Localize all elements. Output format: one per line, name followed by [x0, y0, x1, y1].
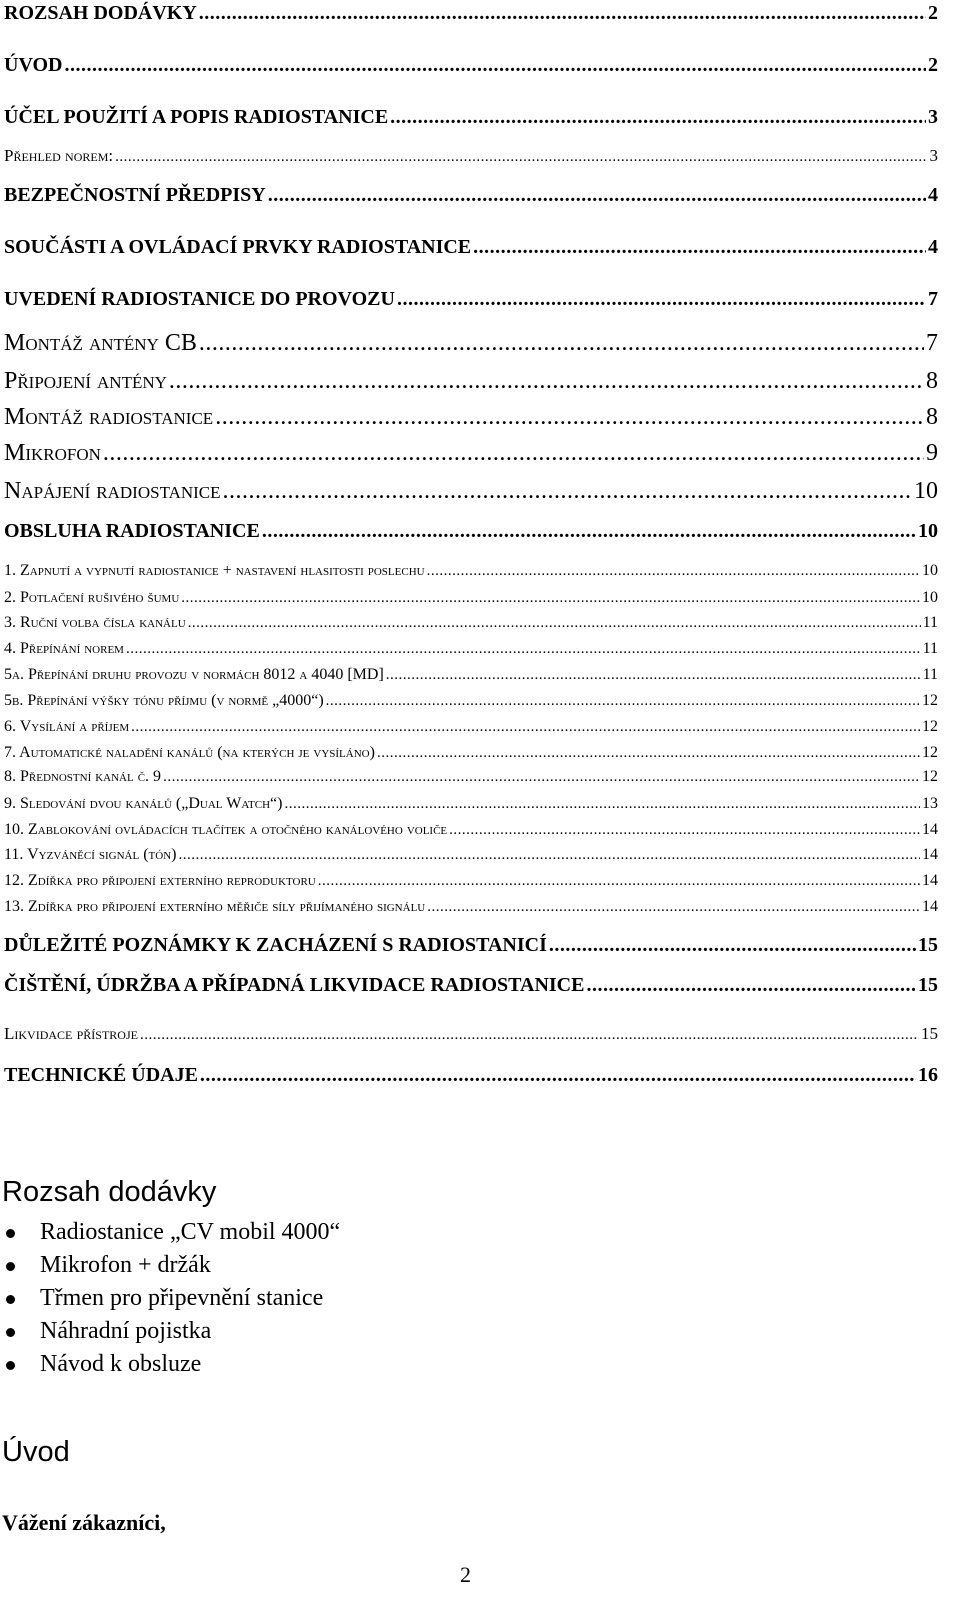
- toc-entry-title: 9. Sledování dvou kanálů („Dual Watch“): [4, 795, 283, 812]
- toc-leader-dots: [427, 899, 920, 916]
- toc-entry-page: 7: [928, 288, 938, 310]
- toc-entry[interactable]: [4, 744, 938, 762]
- toc-leader-dots: [377, 745, 920, 762]
- toc-leader-dots: [178, 847, 920, 864]
- toc-leader-dots: [386, 667, 921, 684]
- toc-entry[interactable]: [4, 692, 938, 710]
- toc-entry-page: 12: [922, 692, 938, 709]
- toc-entry-title: Napájení radiostanice: [4, 478, 221, 504]
- toc-entry-title: 6. Vysílání a příjem: [4, 718, 130, 735]
- toc-entry[interactable]: [4, 640, 938, 658]
- toc-entry[interactable]: [4, 562, 938, 580]
- list-item: Radiostanice „CV mobil 4000“: [0, 1216, 340, 1249]
- toc-entry[interactable]: [4, 846, 938, 864]
- toc-entry-page: 10: [922, 589, 938, 606]
- toc-leader-dots: [262, 520, 916, 543]
- toc-entry-title: UVEDENÍ RADIOSTANICE DO PROVOZU: [4, 288, 395, 310]
- toc-entry-title: 11. Vyzváněcí signál (tón): [4, 846, 177, 863]
- toc-entry[interactable]: [4, 368, 938, 395]
- section-heading-rozsah: Rozsah dodávky: [2, 1176, 217, 1208]
- toc-entry-page: 10: [922, 562, 938, 579]
- toc-leader-dots: [199, 330, 924, 357]
- toc-entry[interactable]: [4, 768, 938, 786]
- toc-entry[interactable]: [4, 666, 938, 684]
- toc-leader-dots: [200, 1064, 916, 1087]
- toc-entry-title: Mikrofon: [4, 440, 101, 466]
- toc-entry-page: 7: [926, 330, 938, 356]
- toc-entry-page: 14: [922, 821, 938, 838]
- toc-entry[interactable]: [4, 106, 938, 129]
- section-heading-uvod: Úvod: [2, 1436, 70, 1468]
- toc-entry[interactable]: [4, 404, 938, 431]
- toc-entry[interactable]: [4, 146, 938, 166]
- toc-leader-dots: [326, 693, 920, 710]
- toc-entry-title: BEZPEČNOSTNÍ PŘEDPISY: [4, 184, 266, 206]
- toc-entry-title: 13. Zdířka pro připojení externího měřiče síly přijímaného signálu: [4, 898, 426, 915]
- toc-entry[interactable]: [4, 440, 938, 467]
- toc-entry-page: 10: [914, 478, 938, 504]
- toc-entry-page: 11: [922, 666, 938, 683]
- toc-leader-dots: [103, 440, 924, 467]
- toc-entry-title: 2. Potlačení rušivého šumu: [4, 589, 180, 606]
- toc-entry-page: 14: [922, 898, 938, 915]
- toc-leader-dots: [188, 615, 921, 632]
- toc-entry-page: 14: [922, 872, 938, 889]
- toc-leader-dots: [115, 149, 927, 166]
- toc-entry-page: 11: [922, 640, 938, 657]
- toc-entry[interactable]: [4, 898, 938, 916]
- page-number: 2: [460, 1562, 471, 1587]
- toc-entry-title: ÚVOD: [4, 54, 63, 76]
- toc-leader-dots: [473, 236, 926, 259]
- toc-entry-page: 16: [918, 1064, 938, 1086]
- toc-leader-dots: [449, 822, 920, 839]
- toc-entry[interactable]: [4, 934, 938, 957]
- toc-entry-title: 10. Zablokování ovládacích tlačítek a otočného kanálového voliče: [4, 821, 448, 838]
- list-item: Návod k obsluze: [0, 1348, 340, 1381]
- toc-entry-page: 2: [928, 2, 938, 24]
- toc-entry-page: 2: [928, 54, 938, 76]
- toc-leader-dots: [65, 54, 927, 77]
- toc-entry[interactable]: [4, 718, 938, 736]
- toc-entry[interactable]: [4, 589, 938, 607]
- list-item: Mikrofon + držák: [0, 1249, 340, 1282]
- toc-entry[interactable]: [4, 872, 938, 890]
- bullet-icon: [6, 1229, 15, 1238]
- toc-entry[interactable]: [4, 184, 938, 207]
- toc-entry-title: 5a. Přepínání druhu provozu v normách 8012 a 4040 [MD]: [4, 666, 384, 683]
- toc-leader-dots: [126, 641, 921, 658]
- toc-leader-dots: [199, 2, 926, 25]
- list-item: Třmen pro připevnění stanice: [0, 1282, 340, 1315]
- toc-entry-title: DŮLEŽITÉ POZNÁMKY K ZACHÁZENÍ S RADIOSTANICÍ: [4, 934, 547, 956]
- toc-leader-dots: [427, 563, 920, 580]
- toc-entry-title: ÚČEL POUŽITÍ A POPIS RADIOSTANICE: [4, 106, 389, 128]
- toc-leader-dots: [215, 404, 924, 431]
- toc-leader-dots: [318, 873, 920, 890]
- toc-entry-title: ROZSAH DODÁVKY: [4, 2, 197, 24]
- toc-leader-dots: [390, 106, 926, 129]
- toc-entry-page: 11: [922, 614, 938, 631]
- toc-entry[interactable]: [4, 974, 938, 997]
- toc-entry[interactable]: [4, 1064, 938, 1087]
- toc-leader-dots: [163, 769, 920, 786]
- toc-entry-title: 5b. Přepínání výšky tónu příjmu (v normě „4000“): [4, 692, 324, 709]
- toc-entry-title: Montáž antény CB: [4, 330, 197, 356]
- toc-entry[interactable]: [4, 236, 938, 259]
- toc-entry-title: Likvidace přístroje: [4, 1024, 138, 1043]
- toc-leader-dots: [549, 934, 916, 957]
- toc-entry-page: 10: [918, 520, 938, 542]
- toc-entry-page: 9: [926, 440, 938, 466]
- toc-entry-title: SOUČÁSTI A OVLÁDACÍ PRVKY RADIOSTANICE: [4, 236, 472, 258]
- toc-entry-title: Připojení antény: [4, 368, 167, 394]
- toc-entry-page: 4: [928, 184, 938, 206]
- toc-leader-dots: [131, 719, 920, 736]
- toc-leader-dots: [223, 478, 912, 505]
- toc-entry-page: 13: [922, 795, 938, 812]
- toc-entry-page: 12: [922, 744, 938, 761]
- toc-entry-title: Přehled norem:: [4, 146, 114, 165]
- toc-entry-title: Montáž radiostanice: [4, 404, 214, 430]
- toc-entry-title: 8. Přednostní kanál č. 9: [4, 768, 162, 785]
- toc-entry[interactable]: [4, 821, 938, 839]
- bullet-icon: [6, 1295, 15, 1304]
- toc-leader-dots: [268, 184, 926, 207]
- bullet-icon: [6, 1262, 15, 1271]
- toc-entry-page: 12: [922, 718, 938, 735]
- toc-entry[interactable]: [4, 795, 938, 813]
- toc-entry-page: 4: [928, 236, 938, 258]
- toc-entry-page: 14: [922, 846, 938, 863]
- toc-entry[interactable]: [4, 330, 938, 357]
- toc-entry[interactable]: [4, 288, 938, 311]
- toc-entry-title: 7. Automatické naladění kanálů (na kterých je vysíláno): [4, 744, 375, 761]
- toc-entry-title: OBSLUHA RADIOSTANICE: [4, 520, 260, 542]
- bullet-icon: [6, 1328, 15, 1337]
- toc-leader-dots: [586, 974, 916, 997]
- toc-entry-title: 3. Ruční volba čísla kanálu: [4, 614, 186, 631]
- toc-entry-page: 8: [926, 368, 938, 394]
- toc-entry[interactable]: [4, 2, 938, 25]
- toc-leader-dots: [397, 288, 926, 311]
- bullet-icon: [6, 1361, 15, 1370]
- toc-entry-title: ČIŠTĚNÍ, ÚDRŽBA A PŘÍPADNÁ LIKVIDACE RADIOSTANICE: [4, 974, 585, 996]
- delivery-items-list: [0, 1216, 340, 1381]
- list-item: Náhradní pojistka: [0, 1315, 340, 1348]
- toc-entry[interactable]: [4, 54, 938, 77]
- toc-entry-page: 12: [922, 768, 938, 785]
- toc-leader-dots: [181, 590, 920, 607]
- toc-entry-title: 4. Přepínání norem: [4, 640, 124, 657]
- toc-entry-title: 12. Zdířka pro připojení externího reproduktoru: [4, 872, 316, 889]
- toc-entry[interactable]: [4, 478, 938, 505]
- toc-entry-page: 15: [921, 1024, 938, 1043]
- toc-leader-dots: [285, 796, 921, 813]
- toc-entry[interactable]: [4, 614, 938, 632]
- toc-entry-title: 1. Zapnutí a vypnutí radiostanice + nastavení hlasitosti poslechu: [4, 562, 425, 579]
- toc-leader-dots: [140, 1027, 919, 1044]
- toc-entry-page: 8: [926, 404, 938, 430]
- salutation: Vážení zákazníci,: [2, 1510, 166, 1535]
- toc-entry-page: 3: [929, 146, 938, 165]
- toc-entry-title: TECHNICKÉ ÚDAJE: [4, 1064, 198, 1086]
- toc-leader-dots: [169, 368, 924, 395]
- toc-entry[interactable]: [4, 1024, 938, 1044]
- toc-entry-page: 3: [928, 106, 938, 128]
- toc-entry[interactable]: [4, 520, 938, 543]
- toc-entry-page: 15: [918, 934, 938, 956]
- toc-entry-page: 15: [918, 974, 938, 996]
